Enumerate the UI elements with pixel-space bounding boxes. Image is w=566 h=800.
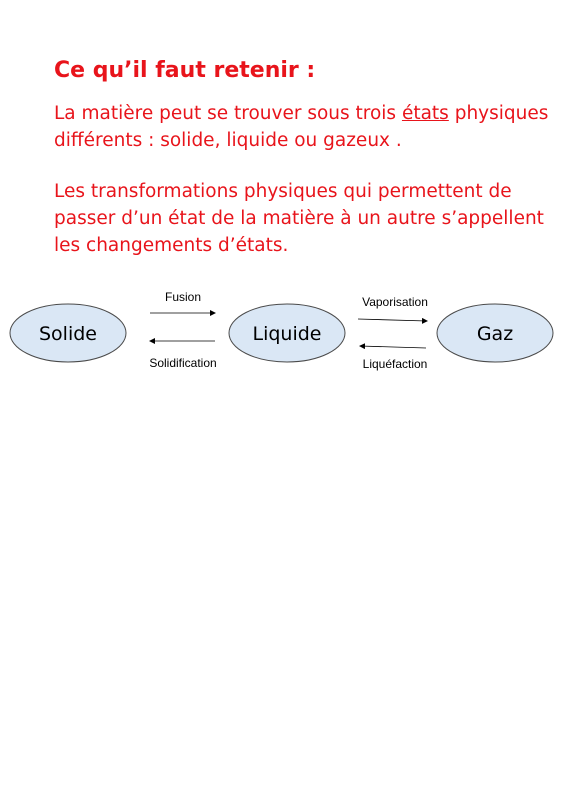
node-liquide-label: Liquide [252,323,322,345]
label-liquefaction: Liquéfaction [362,357,428,371]
node-solide [10,304,126,362]
paragraph-transformations: Les transformations physiques qui permettent de passer d’un état de la matière à un autre s’appellent les changements d’états. [54,181,544,256]
label-solidification: Solidification [149,356,217,370]
paragraph-states [54,100,554,154]
node-gaz-label: Gaz [476,323,514,345]
node-solide-label: Solide [39,323,97,345]
label-fusion: Fusion [164,290,202,304]
paragraph-states-start: La matière peut se trouver sous trois [54,103,402,124]
underlined-word-etats: états [401,103,449,124]
state-change-diagram [0,280,566,390]
page-title: Ce qu’il faut retenir : [54,58,316,83]
node-liquide [229,304,345,362]
arrow-vaporisation [358,319,427,321]
label-vaporisation: Vaporisation [362,295,428,309]
paragraph-states-end: physiques différents : solide, liquide ou gazeux . [54,103,549,151]
node-gaz [437,304,553,362]
arrow-liquefaction [360,346,426,348]
